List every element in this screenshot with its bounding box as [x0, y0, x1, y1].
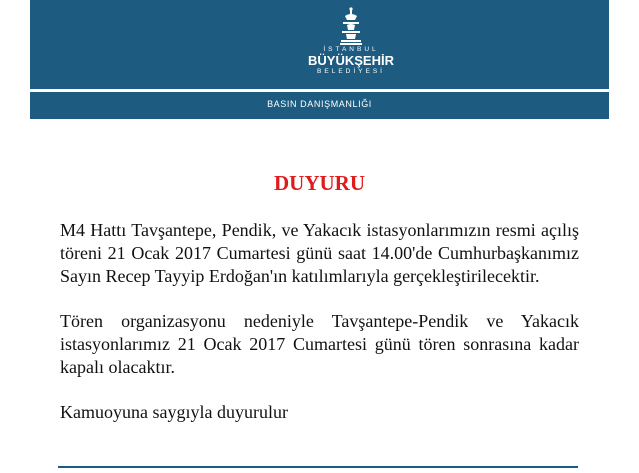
letterhead-banner [30, 0, 609, 89]
announcement-paragraph: Tören organizasyonu nedeniyle Tavşantepe-Pendik ve Yakacık istasyonlarımız 21 Ocak 2017 Cumartesi günü tören sonrasına kadar kapalı olacaktır. [60, 311, 579, 377]
logo-text-istanbul: İSTANBUL [323, 46, 379, 53]
closing-line: Kamuoyuna saygıyla duyurulur [60, 402, 288, 422]
logo-text-buyuksehir: BÜYÜKŞEHİR [308, 53, 394, 68]
ibb-logo [303, 6, 399, 86]
tulip-emblem-icon [337, 6, 365, 46]
announcement-title: DUYURU [274, 171, 365, 195]
department-name: BASIN DANIŞMANLIĞI [267, 99, 372, 109]
announcement-paragraph: M4 Hattı Tavşantepe, Pendik, ve Yakacık istasyonlarımızın resmi açılış töreni 21 Ocak 2017 Cumartesi günü saat 14.00'de Cumhurbaşkanımız Sayın Recep Tayyip Erdoğan'ın katılımlarıyla gerçekleştirilecektir. [60, 220, 579, 286]
footer-divider [58, 466, 578, 468]
logo-text-belediyesi: BELEDİYESİ [317, 68, 385, 75]
announcement-body [60, 219, 579, 424]
department-bar [30, 92, 609, 119]
